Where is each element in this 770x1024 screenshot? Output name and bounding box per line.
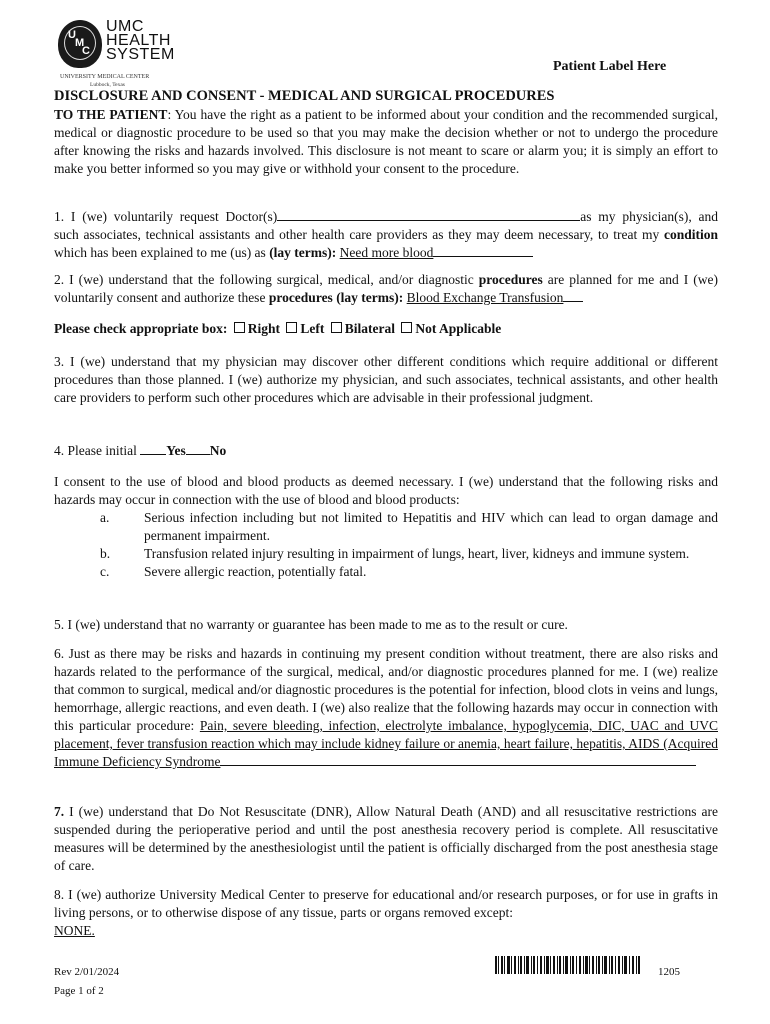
- risk-list: [54, 509, 718, 581]
- list-item: b. Transfusion related injury resulting in impairment of lungs, heart, liver, kidneys and immune system.: [100, 546, 690, 561]
- item-6: 6. Just as there may be risks and hazards in continuing my present condition without treatment, there are also risks and hazards related to the performance of the surgical, medical, and/or diagnostic procedures planned for me. I (we) realize that common to surgical, medical and/or diagnostic procedures is the potential for infection, blood clots in veins and lungs, hemorrhage, allergic reactions, and even death. I (we) also realize that the following hazards may occur in connection with this particular procedure: Pain, severe bleeding, infection, electrolyte imbalance, hypoglycemia, DIC, UAC and UVC placement, fever transfusion reaction which may include kidney failure or anemia, heart failure, hepatitis, AIDS (Acquired Immune Deficiency Syndrome: [54, 646, 718, 769]
- side-checkbox-row: Please check appropriate box: Right Left Bilateral Not Applicable: [54, 321, 502, 336]
- list-item: a. Serious infection including but not limited to Hepatitis and HIV which can lead to organ damage and permanent impairment.: [100, 510, 718, 543]
- hazards-value[interactable]: Pain, severe bleeding, infection, electrolyte imbalance, hypoglycemia, DIC, UAC and UVC placement, fever transfusion reaction which may include kidney failure or anemia, heart failure, hepatitis, AIDS (Acquired Immune Deficiency Syndrome: [54, 718, 718, 769]
- item-8: 8. I (we) authorize University Medical Center to preserve for educational and/or research purposes, or for use in grafts in living persons, or to otherwise dispose of any tissue, parts or organs removed except: NONE.: [54, 887, 718, 938]
- checkbox-right[interactable]: [234, 322, 245, 333]
- item-2: 2. I (we) understand that the following surgical, medical, and/or diagnostic procedures are planned for me and I (we) voluntarily consent and authorize these procedures (lay terms): Blood Exchange Transfusion: [54, 272, 718, 305]
- form-code: 1205: [658, 966, 680, 978]
- logo-wordmark: UMC HEALTH SYSTEM: [106, 18, 175, 63]
- item-5: 5. I (we) understand that no warranty or guarantee has been made to me as to the result or cure.: [54, 617, 568, 632]
- logo-location: Lubbock, Texas: [90, 82, 125, 88]
- barcode-icon: [495, 956, 640, 974]
- except-value[interactable]: NONE.: [54, 923, 95, 938]
- condition-value[interactable]: Need more blood: [339, 245, 434, 260]
- umc-seal-icon: U M C: [58, 20, 102, 68]
- page-number: Page 1 of 2: [54, 985, 104, 997]
- no-initial-field[interactable]: [186, 442, 210, 455]
- item-7: 7. I (we) understand that Do Not Resuscitate (DNR), Allow Natural Death (AND) and all resuscitative restrictions are suspended during the perioperative period and until the post anesthesia recovery period is complete. All resuscitative measures will be determined by the anesthesiologist until the patient is officially discharged from the post anesthesia stage of care.: [54, 804, 718, 873]
- item-1: 1. I (we) voluntarily request Doctor(s) as my physician(s), and such associates, technical assistants and other health care providers as they may deem necessary, to treat my condition which has been explained to me (us) as (lay terms): Need more blood: [54, 209, 718, 260]
- intro-paragraph: TO THE PATIENT: You have the right as a patient to be informed about your condition and the recommended surgical, medical or diagnostic procedure to be used so that you may make the decision whether or not to undergo the procedure after knowing the risks and hazards involved. This disclosure is not meant to scare or alarm you; it is simply an effort to make you better informed so you may give or withhold your consent to the procedure.: [54, 107, 718, 176]
- procedure-value[interactable]: Blood Exchange Transfusion: [406, 290, 564, 305]
- blood-consent-paragraph: I consent to the use of blood and blood products as deemed necessary. I (we) understand that the following risks and hazards may occur in connection with the use of blood and blood products:: [54, 474, 718, 507]
- revision-date: Rev 2/01/2024: [54, 966, 120, 978]
- logo-subtitle: UNIVERSITY MEDICAL CENTER: [60, 74, 150, 80]
- doctor-blank-field[interactable]: [277, 208, 580, 221]
- yes-initial-field[interactable]: [140, 442, 166, 455]
- patient-label-area: Patient Label Here: [553, 59, 667, 74]
- item-4: 4. Please initial Yes No: [54, 443, 227, 458]
- list-item: c. Severe allergic reaction, potentially fatal.: [100, 564, 367, 579]
- umc-logo: [58, 18, 188, 92]
- checkbox-left[interactable]: [286, 322, 297, 333]
- checkbox-not-applicable[interactable]: [401, 322, 412, 333]
- item-3: 3. I (we) understand that my physician may discover other different conditions which require additional or different procedures than those planned. I (we) authorize my physician, and such associates, technical assistants, and other health care providers to perform such other procedures which are advisable in their professional judgment.: [54, 354, 718, 405]
- form-title: DISCLOSURE AND CONSENT - MEDICAL AND SURGICAL PROCEDURES: [54, 88, 555, 104]
- checkbox-bilateral[interactable]: [331, 322, 342, 333]
